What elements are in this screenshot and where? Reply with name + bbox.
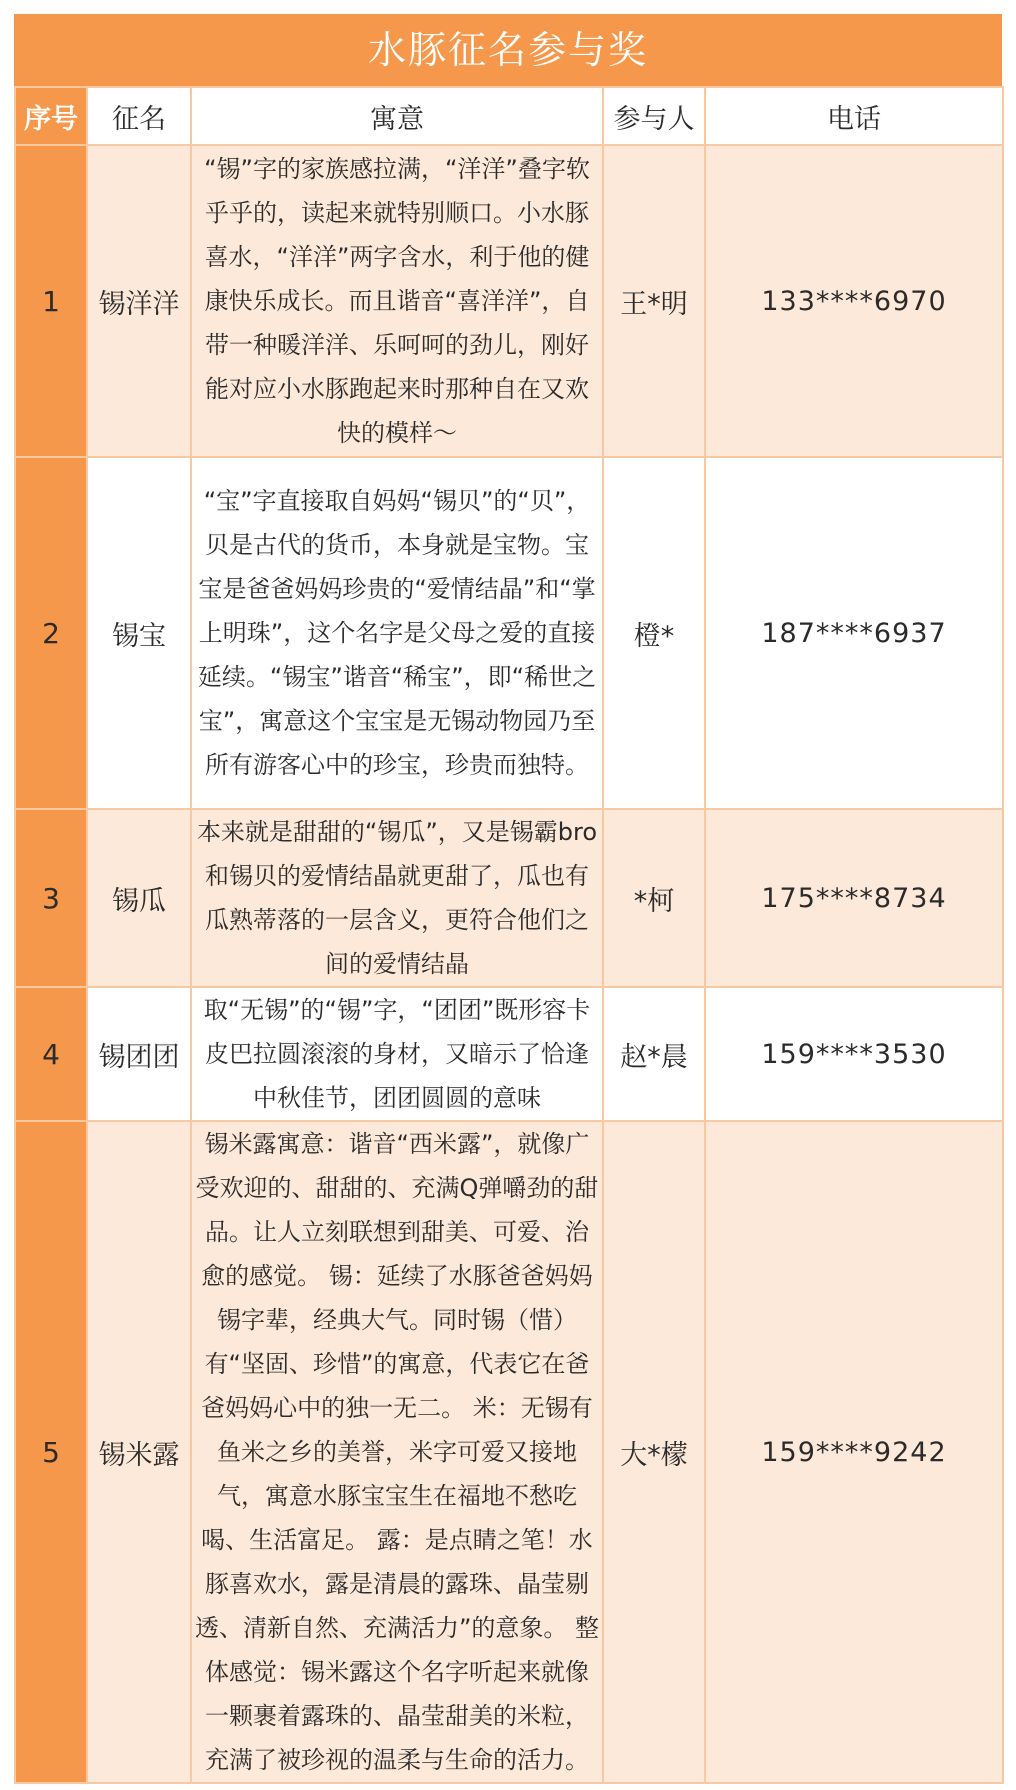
row-name: 锡瓜 bbox=[87, 809, 191, 987]
table-header-row bbox=[15, 87, 1003, 145]
row-phone: 159****9242 bbox=[705, 1121, 1003, 1783]
row-meaning: 锡米露寓意：谐音“西米露”，就像广受欢迎的、甜甜的、充满Q弹嚼劲的甜品。让人立刻联想到甜美、可爱、治愈的感觉。 锡：延续了水豚爸爸妈妈锡字辈，经典大气。同时锡（惜）有“坚固、珍惜”的寓意，代表它在爸爸妈妈心中的独一无二。 米：无锡有鱼米之乡的美誉，米字可爱又接地气，寓意水豚宝宝生在福地不愁吃喝、生活富足。 露：是点睛之笔！水豚喜欢水，露是清晨的露珠、晶莹剔透、清新自然、充满活力”的意象。 整体感觉：锡米露这个名字听起来就像一颗裹着露珠的、晶莹甜美的米粒，充满了被珍视的温柔与生命的活力。 bbox=[194, 1130, 600, 1774]
row-name: 锡宝 bbox=[87, 457, 191, 809]
row-meaning-cell bbox=[191, 457, 603, 809]
row-phone: 175****8734 bbox=[705, 809, 1003, 987]
table-row bbox=[15, 1121, 1003, 1783]
award-table bbox=[14, 86, 1004, 1784]
row-name: 锡米露 bbox=[87, 1121, 191, 1783]
row-person: 王*明 bbox=[603, 145, 705, 457]
row-meaning-cell bbox=[191, 145, 603, 457]
table-title: 水豚征名参与奖 bbox=[367, 28, 648, 72]
row-phone: 133****6970 bbox=[705, 145, 1003, 457]
row-person: 赵*晨 bbox=[603, 987, 705, 1121]
table-row bbox=[15, 145, 1003, 457]
row-meaning-cell bbox=[191, 1121, 603, 1783]
row-meaning: “锡”字的家族感拉满，“洋洋”叠字软乎乎的，读起来就特别顺口。小水豚喜水，“洋洋”两字含水，利于他的健康快乐成长。而且谐音“喜洋洋”，自带一种暖洋洋、乐呵呵的劲儿，刚好能对应小水豚跑起来时那种自在又欢快的模样～ bbox=[204, 155, 590, 447]
row-meaning: 取“无锡”的“锡”字，“团团”既形容卡皮巴拉圆滚滚的身材，又暗示了恰逢中秋佳节，团团圆圆的意味 bbox=[203, 996, 591, 1112]
row-no: 4 bbox=[15, 987, 87, 1121]
row-phone: 187****6937 bbox=[705, 457, 1003, 809]
header-phone: 电话 bbox=[705, 87, 1003, 145]
header-name: 征名 bbox=[87, 87, 191, 145]
row-no: 5 bbox=[15, 1121, 87, 1783]
row-meaning-cell bbox=[191, 809, 603, 987]
award-table-sheet bbox=[14, 14, 1002, 1776]
table-row bbox=[15, 809, 1003, 987]
row-no: 3 bbox=[15, 809, 87, 987]
header-no: 序号 bbox=[15, 87, 87, 145]
row-meaning: “宝”字直接取自妈妈“锡贝”的“贝”，贝是古代的货币，本身就是宝物。宝宝是爸爸妈妈珍贵的“爱情结晶”和“掌上明珠”，这个名字是父母之爱的直接延续。“锡宝”谐音“稀宝”，即“稀世之宝”，寓意这个宝宝是无锡动物园乃至所有游客心中的珍宝，珍贵而独特。 bbox=[197, 487, 597, 779]
header-meaning: 寓意 bbox=[191, 87, 603, 145]
row-person: 橙* bbox=[603, 457, 705, 809]
row-name: 锡团团 bbox=[87, 987, 191, 1121]
row-person: *柯 bbox=[603, 809, 705, 987]
row-no: 1 bbox=[15, 145, 87, 457]
row-phone: 159****3530 bbox=[705, 987, 1003, 1121]
row-name: 锡洋洋 bbox=[87, 145, 191, 457]
row-meaning-cell bbox=[191, 987, 603, 1121]
row-person: 大*檬 bbox=[603, 1121, 705, 1783]
row-no: 2 bbox=[15, 457, 87, 809]
header-person: 参与人 bbox=[603, 87, 705, 145]
row-meaning: 本来就是甜甜的“锡瓜”，又是锡霸bro和锡贝的爱情结晶就更甜了，瓜也有瓜熟蒂落的一层含义，更符合他们之间的爱情结晶 bbox=[196, 818, 598, 978]
table-row bbox=[15, 987, 1003, 1121]
table-row bbox=[15, 457, 1003, 809]
